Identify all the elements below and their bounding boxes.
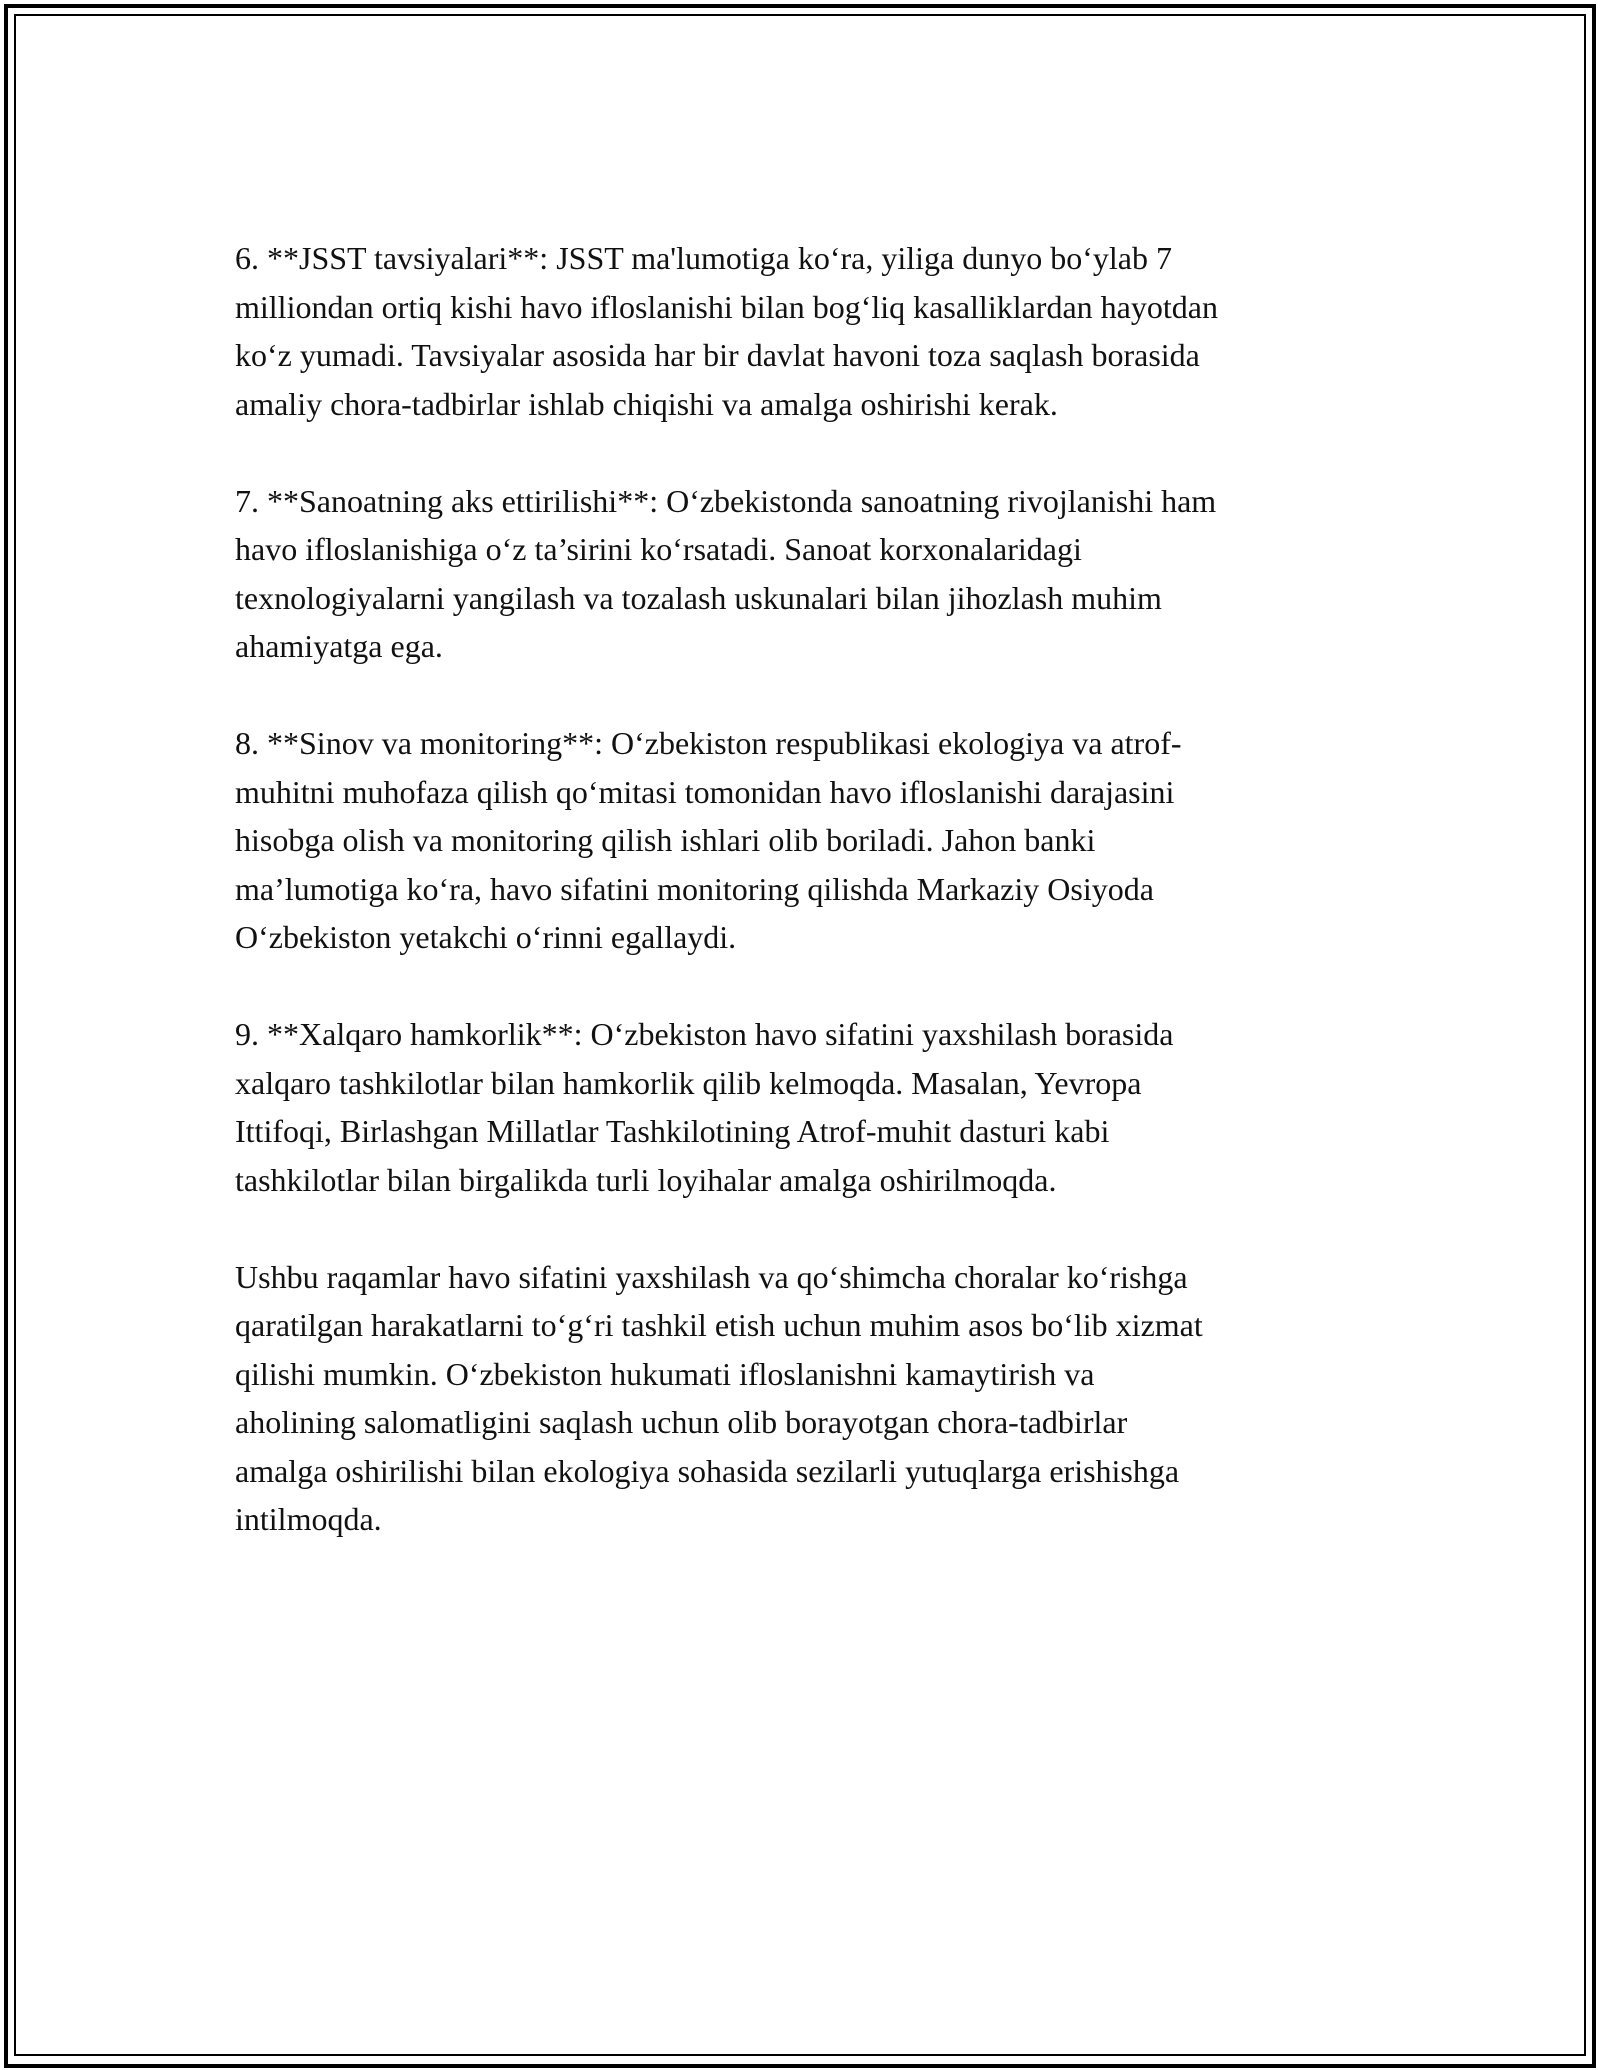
- paragraph-jsst-recommendations: 6. **JSST tavsiyalari**: JSST ma'lumotiga ko‘ra, yiliga dunyo bo‘ylab 7 milliondan ortiq kishi havo ifloslanishi bilan bog‘liq kasalliklardan hayotdan ko‘z yumadi. Tavsiyalar asosida har bir davlat havoni toza saqlash borasida amaliy chora-tadbirlar ishlab chiqishi va amalga oshirishi kerak.: [235, 240, 1218, 422]
- document-body: [235, 234, 1375, 1544]
- paragraph-conclusion: Ushbu raqamlar havo sifatini yaxshilash va qo‘shimcha choralar ko‘rishga qaratilgan harakatlarni to‘g‘ri tashkil etish uchun muhim asos bo‘lib xizmat qilishi mumkin. O‘zbekiston hukumati ifloslanishni kamaytirish va aholining salomatligini saqlash uchun olib borayotgan chora-tadbirlar amalga oshirilishi bilan ekologiya sohasida sezilarli yutuqlarga erishishga intilmoqda.: [235, 1258, 1203, 1537]
- paragraph-international-cooperation: 9. **Xalqaro hamkorlik**: O‘zbekiston havo sifatini yaxshilash borasida xalqaro tashkilotlar bilan hamkorlik qilib kelmoqda. Masalan, Yevropa Ittifoqi, Birlashgan Millatlar Tashkilotining Atrof-muhit dasturi kabi tashkilotlar bilan birgalikda turli loyihalar amalga oshirilmoqda.: [235, 1016, 1174, 1198]
- paragraph-testing-monitoring: 8. **Sinov va monitoring**: O‘zbekiston respublikasi ekologiya va atrof- muhitni muhofaza qilish qo‘mitasi tomonidan havo ifloslanishi darajasini hisobga olish va monitoring qilish ishlari olib boriladi. Jahon banki ma’lumotiga ko‘ra, havo sifatini monitoring qilishda Markaziy Osiyoda O‘zbekiston yetakchi o‘rinni egallaydi.: [235, 725, 1182, 955]
- paragraph-industry-impact: 7. **Sanoatning aks ettirilishi**: O‘zbekistonda sanoatning rivojlanishi ham havo ifloslanishiga o‘z ta’sirini ko‘rsatadi. Sanoat korxonalaridagi texnologiyalarni yangilash va tozalash uskunalari bilan jihozlash muhim ahamiyatga ega.: [235, 482, 1217, 664]
